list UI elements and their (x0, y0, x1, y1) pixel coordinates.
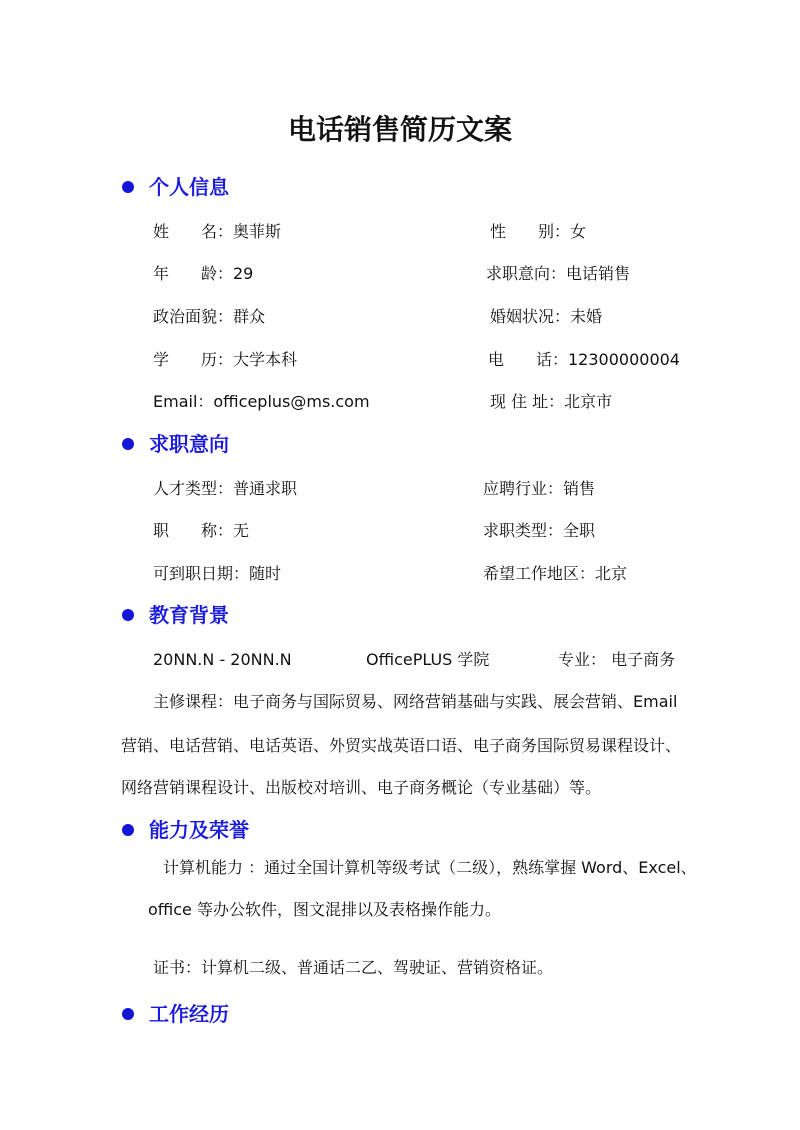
education-school: OfficePLUS 学院 (366, 650, 490, 669)
field-address: 现 住 址：北京市 (490, 392, 613, 411)
field-talent-type: 人才类型：普通求职 (153, 479, 298, 498)
field-age: 年 龄：29 (153, 264, 254, 283)
section-label: 教育背景 (149, 603, 229, 627)
section-heading-intention (122, 429, 229, 459)
section-label: 能力及荣誉 (149, 818, 249, 842)
page-title: 电话销售简历文案 (287, 113, 512, 146)
field-job-intent: 求职意向：电话销售 (486, 264, 631, 283)
section-label: 工作经历 (149, 1002, 229, 1026)
field-desired-location: 希望工作地区：北京 (483, 564, 628, 583)
field-gender: 性 别：女 (490, 222, 587, 241)
field-name: 姓 名：奥菲斯 (153, 222, 282, 241)
field-title: 职 称：无 (153, 521, 250, 540)
skills-computer-line: office 等办公软件，图文混排以及表格操作能力。 (148, 900, 501, 919)
bullet-icon (122, 438, 134, 450)
field-phone: 电 话：12300000004 (488, 350, 680, 369)
bullet-icon (122, 824, 134, 836)
education-period: 20NN.N - 20NN.N (153, 650, 292, 669)
field-industry: 应聘行业：销售 (483, 479, 596, 498)
skills-computer-line: 计算机能力 ：通过全国计算机等级考试（二级），熟练掌握 Word、Excel、 (163, 858, 697, 877)
field-political-status: 政治面貌：群众 (153, 307, 266, 326)
field-available-date: 可到职日期：随时 (153, 564, 282, 583)
section-heading-personal (122, 172, 229, 202)
section-heading-work (122, 999, 229, 1029)
field-job-type: 求职类型：全职 (483, 521, 596, 540)
education-major: 专业： 电子商务 (558, 650, 676, 669)
education-courses-line: 营销、电话营销、电话英语、外贸实战英语口语、电子商务国际贸易课程设计、 (121, 736, 682, 755)
section-heading-education (122, 600, 229, 630)
section-heading-skills (122, 815, 249, 845)
section-label: 求职意向 (149, 432, 229, 456)
field-email: Email：officeplus@ms.com (153, 392, 370, 411)
field-marital-status: 婚姻状况：未婚 (490, 307, 603, 326)
bullet-icon (122, 181, 134, 193)
education-courses-line: 网络营销课程设计、出版校对培训、电子商务概论（专业基础）等。 (121, 778, 602, 797)
bullet-icon (122, 1008, 134, 1020)
field-education-level: 学 历：大学本科 (153, 350, 298, 369)
section-label: 个人信息 (149, 175, 229, 199)
skills-certificate: 证书：计算机二级、普通话二乙、驾驶证、营销资格证。 (153, 958, 554, 977)
bullet-icon (122, 609, 134, 621)
education-courses-line: 主修课程：电子商务与国际贸易、网络营销基础与实践、展会营销、Email (153, 692, 678, 711)
